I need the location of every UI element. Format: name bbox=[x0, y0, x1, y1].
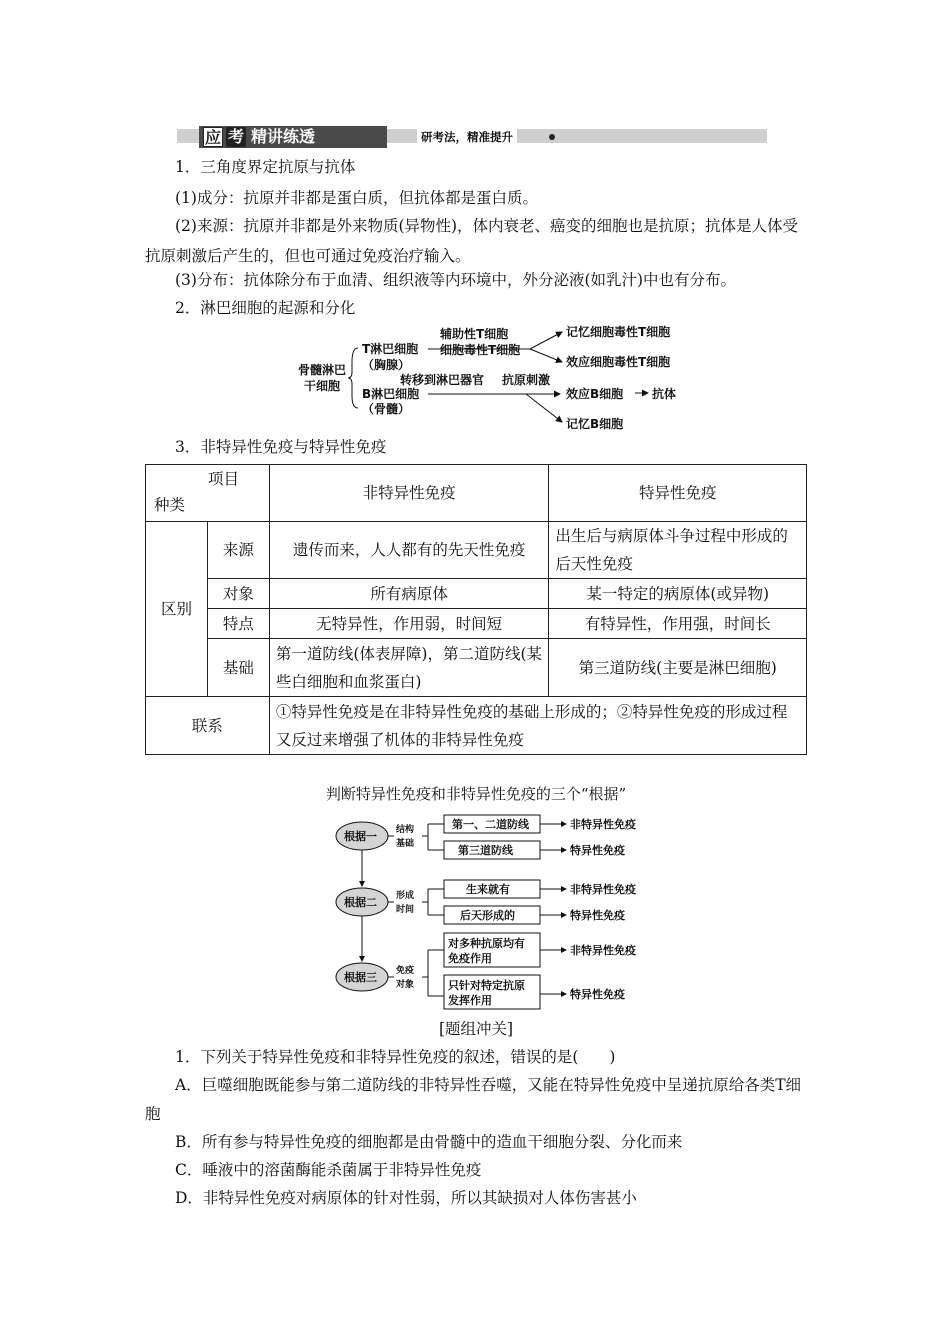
basis3-box1-text-b: 免疫作用 bbox=[448, 952, 492, 965]
row-c2: 出生后与病原体斗争过程中形成的后天性免疫 bbox=[549, 522, 807, 579]
dg-antibody: 抗体 bbox=[652, 387, 677, 401]
banner-dot-icon bbox=[549, 134, 555, 140]
banner-title-box bbox=[199, 126, 387, 148]
option-c: C．唾液中的溶菌酶能杀菌属于非特异性免疫 bbox=[175, 1161, 482, 1179]
basis3-box2-text-b: 发挥作用 bbox=[448, 994, 492, 1007]
lymphocyte-diagram bbox=[290, 322, 710, 434]
link-text: ①特异性免疫是在非特异性免疫的基础上形成的；②特异性免疫的形成过程又反过来增强了机体的非特异性免疫 bbox=[269, 697, 806, 755]
basis2-box2-text: 后天形成的 bbox=[460, 909, 515, 922]
basis3-box2-text-a: 只针对特定抗原 bbox=[448, 979, 525, 992]
table-row bbox=[146, 579, 807, 609]
dg-tcell-2: （胸腺） bbox=[362, 358, 411, 372]
section-banner bbox=[177, 126, 777, 148]
table-corner-cell bbox=[146, 465, 270, 522]
header-kind: 种类 bbox=[154, 496, 186, 514]
row-label: 来源 bbox=[207, 522, 269, 579]
basis-diagram bbox=[330, 810, 670, 1010]
basis1-k2: 基础 bbox=[396, 839, 415, 849]
basis3-box1-text-a: 对多种抗原均有 bbox=[448, 937, 525, 950]
figure2-caption: 判断特异性免疫和非特异性免疫的三个“根据” bbox=[325, 785, 627, 803]
dg-cytotoxic: 细胞毒性T细胞 bbox=[440, 343, 521, 357]
question-1: 1．下列关于特异性免疫和非特异性免疫的叙述，错误的是( ) bbox=[175, 1048, 616, 1066]
basis3-k1: 免疫 bbox=[396, 966, 415, 976]
basis2-r2: 特异性免疫 bbox=[570, 909, 625, 922]
row-c1: 遗传而来，人人都有的先天性免疫 bbox=[269, 522, 549, 579]
section3-title: 3．非特异性免疫与特异性免疫 bbox=[175, 438, 387, 456]
basis3-k2: 对象 bbox=[396, 980, 415, 990]
banner-title-rest: 精讲练透 bbox=[251, 127, 316, 146]
group-label: 区别 bbox=[146, 522, 208, 697]
dg-tcell-1: T淋巴细胞 bbox=[362, 342, 419, 356]
dg-bcell-1: B淋巴细胞 bbox=[362, 387, 420, 401]
banner-subtitle: 研考法，精准提升 bbox=[417, 126, 517, 148]
basis1-box2-text: 第三道防线 bbox=[458, 844, 513, 857]
dg-root-2: 干细胞 bbox=[304, 379, 341, 393]
row-c1: 所有病原体 bbox=[269, 579, 549, 609]
section1-p2: (2)来源：抗原并非都是外来物质(异物性)，体内衰老、癌变的细胞也是抗原；抗体是人体受抗原刺激后产生的，但也可通过免疫治疗输入。 bbox=[145, 217, 799, 265]
dg-helper: 辅助性T细胞 bbox=[440, 327, 509, 341]
dg-root-1: 骨髓淋巴 bbox=[298, 363, 347, 377]
basis1-box1-text: 第一、二道防线 bbox=[452, 818, 529, 831]
row-label: 对象 bbox=[207, 579, 269, 609]
basis3-r2: 特异性免疫 bbox=[570, 988, 625, 1001]
option-a: A．巨噬细胞既能参与第二道防线的非特异性吞噬，又能在特异性免疫中呈递抗原给各类T细胞 bbox=[145, 1076, 802, 1123]
option-d: D．非特异性免疫对病原体的针对性弱，所以其缺损对人体伤害甚小 bbox=[175, 1189, 637, 1207]
table-row bbox=[146, 639, 807, 697]
section1-p3: (3)分布：抗体除分布于血清、组织液等内环境中，外分泌液(如乳汁)中也有分布。 bbox=[175, 271, 737, 289]
dg-bcell-2: （骨髓） bbox=[362, 402, 411, 416]
dg-effector-b: 效应B细胞 bbox=[566, 387, 624, 401]
basis1-r1: 非特异性免疫 bbox=[570, 818, 636, 831]
header-item: 项目 bbox=[208, 470, 240, 488]
dg-arrow-memory-b bbox=[526, 394, 562, 422]
row-c1: 第一道防线(体表屏障)，第二道防线(某些白细胞和血浆蛋白) bbox=[269, 639, 549, 697]
basis3-r1: 非特异性免疫 bbox=[570, 944, 636, 957]
header-nonspecific: 非特异性免疫 bbox=[269, 465, 549, 522]
link-label: 联系 bbox=[146, 697, 270, 755]
comparison-table bbox=[145, 464, 807, 755]
dg-transfer: 转移到淋巴器官 bbox=[400, 373, 485, 387]
table-row bbox=[146, 609, 807, 639]
section1-title: 1．三角度界定抗原与抗体 bbox=[175, 158, 356, 176]
dg-memory-t: 记忆细胞毒性T细胞 bbox=[566, 325, 671, 339]
basis2-k1: 形成 bbox=[396, 891, 415, 901]
banner-char-kao: 考 bbox=[227, 127, 244, 146]
section1-p1: (1)成分：抗原并非都是蛋白质，但抗体都是蛋白质。 bbox=[175, 189, 538, 207]
dg-brace-icon bbox=[348, 348, 358, 408]
basis1-name: 根据一 bbox=[344, 830, 377, 843]
table-row-link bbox=[146, 697, 807, 755]
banner-char-ying: 应 bbox=[204, 128, 221, 147]
row-c2: 第三道防线(主要是淋巴细胞) bbox=[549, 639, 807, 697]
row-c2: 某一特定的病原体(或异物) bbox=[549, 579, 807, 609]
exercise-heading: [题组冲关] bbox=[438, 1020, 514, 1038]
basis2-box1-text: 生来就有 bbox=[466, 883, 510, 896]
row-c1: 无特异性，作用弱，时间短 bbox=[269, 609, 549, 639]
dg-effector-t: 效应细胞毒性T细胞 bbox=[566, 355, 671, 369]
dg-arrow-effector-t bbox=[530, 349, 562, 362]
basis1-r2: 特异性免疫 bbox=[570, 844, 625, 857]
header-specific: 特异性免疫 bbox=[549, 465, 807, 522]
basis3-name: 根据三 bbox=[344, 971, 377, 984]
row-label: 基础 bbox=[207, 639, 269, 697]
row-c2: 有特异性，作用强，时间长 bbox=[549, 609, 807, 639]
basis2-name: 根据二 bbox=[344, 896, 377, 909]
dg-stimulus: 抗原刺激 bbox=[502, 373, 551, 387]
row-label: 特点 bbox=[207, 609, 269, 639]
dg-arrow-memory-t bbox=[530, 332, 562, 349]
basis2-k2: 时间 bbox=[396, 905, 415, 915]
basis2-r1: 非特异性免疫 bbox=[570, 883, 636, 896]
table-header-row bbox=[146, 465, 807, 522]
table-row bbox=[146, 522, 807, 579]
option-b: B．所有参与特异性免疫的细胞都是由骨髓中的造血干细胞分裂、分化而来 bbox=[175, 1133, 683, 1151]
basis1-k1: 结构 bbox=[396, 825, 415, 835]
dg-memory-b: 记忆B细胞 bbox=[566, 417, 624, 431]
section2-title: 2．淋巴细胞的起源和分化 bbox=[175, 299, 356, 317]
